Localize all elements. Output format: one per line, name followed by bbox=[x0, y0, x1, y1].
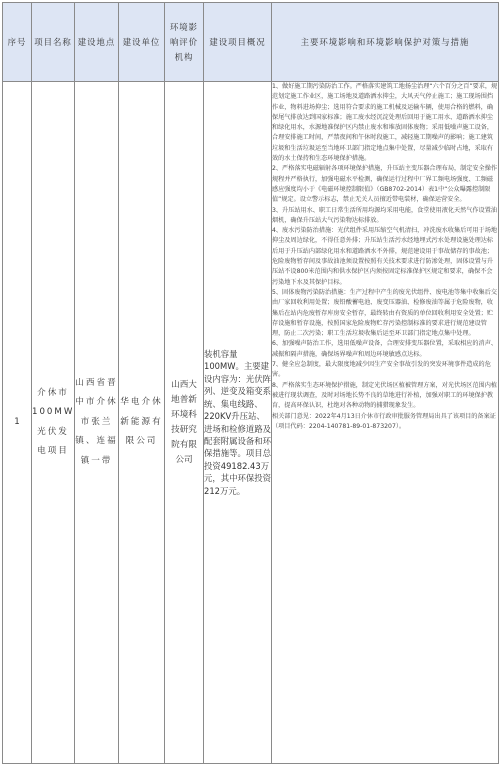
table-header-row bbox=[3, 3, 499, 82]
cell-seq: 1 bbox=[3, 82, 32, 764]
cell-overview: 装机容量100MW。主要建设内容为：光伏阵列、逆变及箱变系统、集电线路、220KV升压站、进场和检修道路及配套附属设备和环保措施等。项目总投资49182.43万元，其中环保投资212万元。 bbox=[204, 82, 272, 764]
measure-item: 2、严格落实电磁辐射各项环境保护措施，升压站主变压器合理布局，制定安全操作规程并严格执行，加强电磁水平检测，确保运行过程中厂界工频电场强度、工频磁感应强度均小于《电磁环境控制限值》（GB8702-2014）表1中“公众曝露控制限值”规定。设立警示标志，禁止无关人员擅近带电装材，确保运营安全。 bbox=[272, 165, 497, 204]
header-overview: 建设项目概况 bbox=[204, 3, 272, 82]
cell-project-name: 介休市100MW光伏发电项目 bbox=[32, 82, 75, 764]
header-builder: 建设单位 bbox=[119, 3, 165, 82]
cell-eia-org: 山西大地普新环境科技研究院有限公司 bbox=[165, 82, 204, 764]
table-row bbox=[3, 82, 499, 764]
eia-disclosure-table bbox=[2, 2, 499, 764]
measure-note: 相关部门意见：2022年4月13日介休市行政审批服务管理局出具了该项目的备案证（项目代码：2204-140781-89-01-873207）。 bbox=[272, 412, 496, 430]
cell-measures bbox=[272, 82, 499, 764]
cell-builder: 华电介休新能源有限公司 bbox=[119, 82, 165, 764]
measure-item: 3、升压站用水、职工日常生活所用均源均采用电能，食堂使用液化天然气作设置油烟机，确保升压站大气污染物达标排放。 bbox=[272, 206, 497, 224]
measure-item: 8、严格落实生态环境保护措施，制定光伏场区植被管理方案，对光伏场区范围内植被进行现状调查，及时对场地长势不良的草地进行补植，加强对职工的环境保护教育，提高环保认识，杜绝对各种动物的捕猎现象发生。 bbox=[272, 381, 497, 410]
measure-item: 5、固体废物污染防治措施：生产过程中产生的废光伏组件、废电池等集中收集后交由厂家回收利用处置；废铅酸蓄电池、废变压器油、检修废油等属于危险废物，收集后在站内危废暂存库房安全暂存，最终转由有资质的单位回收利用安全处置；贮存设施和暂存设施，按照国家危险废物贮存污染控制标准的要求进行规范建设管理，防止二次污染；职工生活垃圾收集后运至环卫部门指定地点集中处理。 bbox=[272, 288, 497, 338]
header-location: 建设地点 bbox=[75, 3, 119, 82]
cell-location: 山西省晋中市介休市张兰镇、连福镇一带 bbox=[75, 82, 119, 764]
header-eia-org: 环境影响评价机构 bbox=[165, 3, 204, 82]
header-project-name: 项目名称 bbox=[32, 3, 75, 82]
header-measures: 主要环境影响和环境影响保护对策与措施 bbox=[272, 3, 499, 82]
measure-item: 6、加强噪声防治工作，选用低噪声设备，合理安排变压器位置，采取相应的消声、减振和隔声措施，确保场界噪声和周边环境敏感点达标。 bbox=[272, 340, 497, 358]
header-seq: 序号 bbox=[3, 3, 32, 82]
measure-item: 4、废水污染防治措施：光伏组件采用压缩空气机清扫，冲洗废水收集后可用于场地抑尘及周边绿化，不得任意外排；升压站生活污水经地埋式污水处理设施处理达标后用于升压站内部绿化用水和道路洒水不外排，规范建设用于事故储存的事故池；危险废物暂存间及事故油池须设置按照有关技术要求进行防渗处理，固体设置与升压站不设800米范围内和供水保护区内须按固定标准保护区规定和要求，确保不会污染地下水及其保护目标。 bbox=[272, 227, 497, 286]
measure-item: 7、健全应急制度，最大限度地减少因生产安全事故引发的突发环境事件造成的危害。 bbox=[272, 361, 491, 379]
measure-item: 1、做好施工期污染防治工作。严格落实建筑工地扬尘治理“六个百分之百”要求，规范划定施工作业区，施工场地及道路洒水抑尘，大风天气停止施工；施工现场围挡作业，物料进场抑尘；选用符合要求的施工机械及运输车辆，使用合格的燃料，确保尾气排放达到国家标准；施工废水经沉淀处理后回用于施工用水、道路洒水抑尘和绿化用水，水源地准保护区内禁止废水和堆放固体废物；采用低噪声施工设备，合理安排施工时间，严禁夜间和午休时段施工，减轻施工期噪声的影响；施工建筑垃圾和生活垃圾运至当地环卫部门指定地点集中处置，尽量减少临时占地，采取有效的水土保持和生态环境保护措施。 bbox=[272, 83, 498, 163]
